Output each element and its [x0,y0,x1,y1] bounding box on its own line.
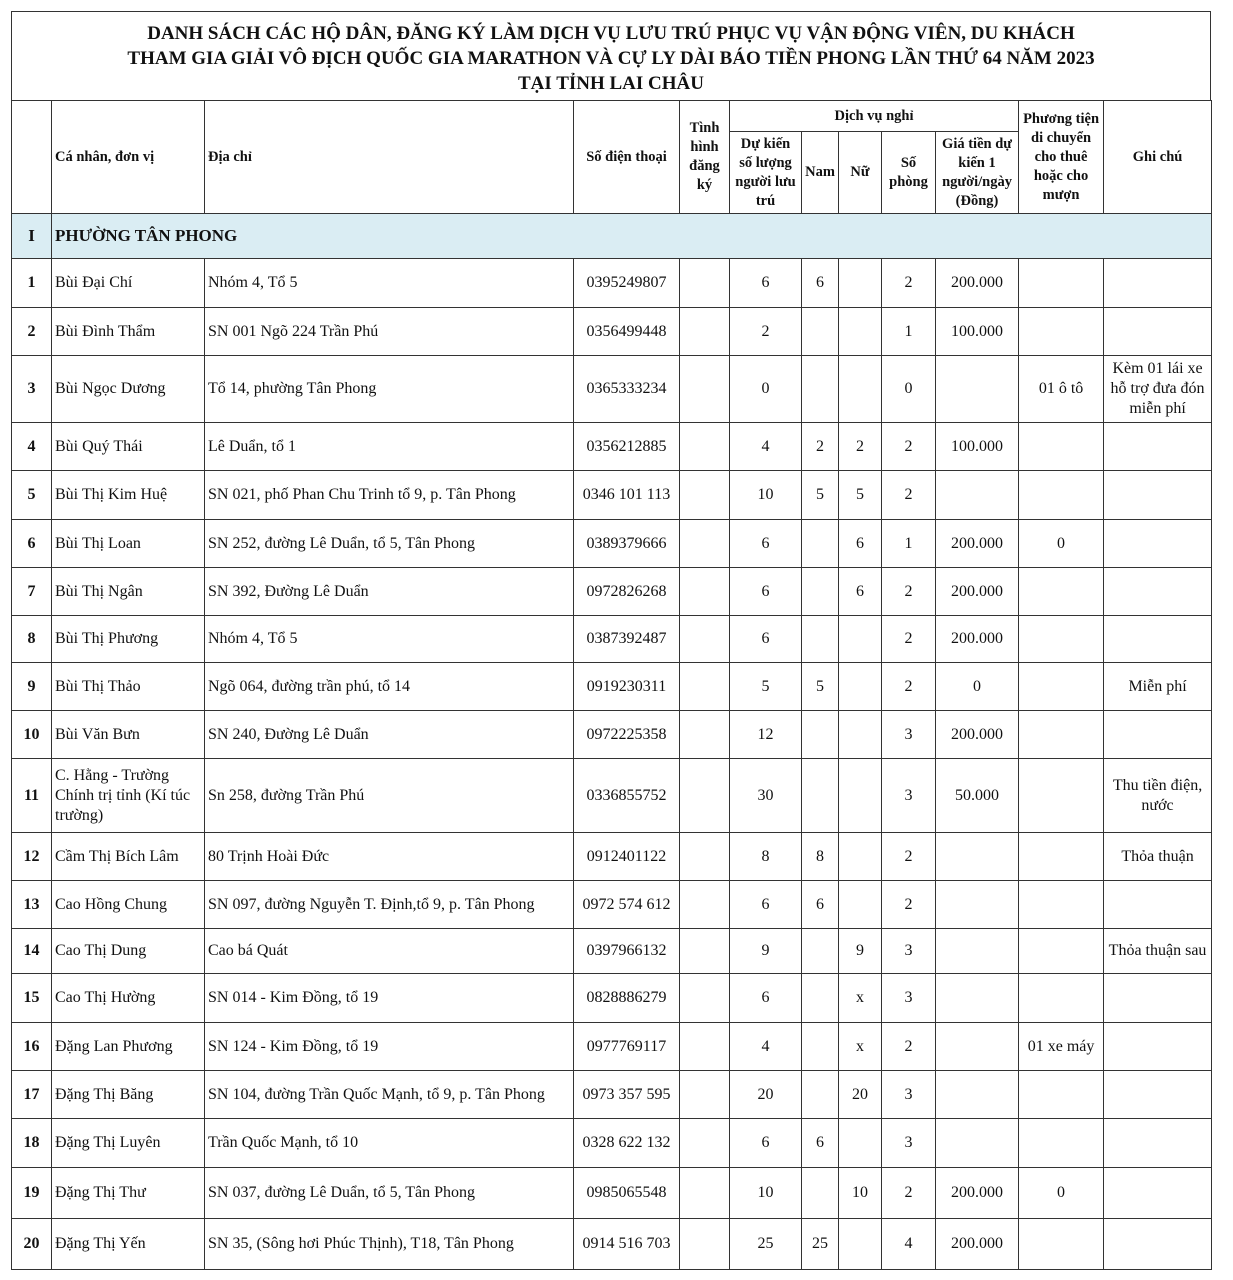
note-cell [1104,308,1212,356]
male-cell: 8 [802,833,839,881]
status-cell [680,308,730,356]
expected-cell: 10 [730,471,802,520]
document-title [11,11,1211,100]
status-header: Tình hình đăng ký [680,101,730,214]
stt-cell: 3 [12,356,52,423]
rooms-header: Số phòng [882,132,936,214]
name-cell: C. Hằng - Trường Chính trị tỉnh (Kí túc trường) [52,759,205,833]
rooms-cell: 2 [882,881,936,929]
spreadsheet [11,11,1211,1270]
male-cell [802,759,839,833]
address-cell: SN 392, Đường Lê Duẩn [205,568,574,616]
female-cell: 20 [839,1071,882,1119]
expected-cell: 0 [730,356,802,423]
rooms-cell: 1 [882,520,936,568]
status-cell [680,881,730,929]
expected-cell: 6 [730,1119,802,1168]
table-row [12,471,1212,520]
address-cell: SN 097, đường Nguyễn T. Định,tổ 9, p. Tân Phong [205,881,574,929]
rooms-cell: 2 [882,616,936,663]
address-cell: Trần Quốc Mạnh, tổ 10 [205,1119,574,1168]
note-cell [1104,974,1212,1023]
stt-cell: 7 [12,568,52,616]
title-line-3: TẠI TỈNH LAI CHÂU [518,73,704,94]
stt-cell: 5 [12,471,52,520]
transport-cell [1019,1219,1104,1270]
name-cell: Đặng Lan Phương [52,1023,205,1071]
female-cell [839,711,882,759]
price-cell: 200.000 [936,1168,1019,1219]
transport-cell [1019,259,1104,308]
stt-cell: 9 [12,663,52,711]
female-cell [839,663,882,711]
rooms-cell: 2 [882,1168,936,1219]
name-cell: Bùi Thị Kim Huệ [52,471,205,520]
status-cell [680,520,730,568]
status-cell [680,423,730,471]
price-cell: 100.000 [936,423,1019,471]
note-cell [1104,616,1212,663]
price-cell [936,929,1019,974]
price-cell [936,1071,1019,1119]
rooms-cell: 2 [882,833,936,881]
note-cell [1104,1023,1212,1071]
phone-cell: 0972 574 612 [574,881,680,929]
phone-cell: 0395249807 [574,259,680,308]
stt-cell: 20 [12,1219,52,1270]
rooms-cell: 2 [882,423,936,471]
rooms-cell: 2 [882,259,936,308]
expected-cell: 25 [730,1219,802,1270]
note-cell [1104,520,1212,568]
female-cell [839,1119,882,1168]
phone-cell: 0328 622 132 [574,1119,680,1168]
price-cell [936,1023,1019,1071]
table-row [12,663,1212,711]
male-cell: 6 [802,1119,839,1168]
transport-cell [1019,663,1104,711]
price-header: Giá tiền dự kiến 1 người/ngày (Đồng) [936,132,1019,214]
price-cell: 200.000 [936,1219,1019,1270]
price-cell [936,833,1019,881]
rooms-cell: 3 [882,974,936,1023]
expected-cell: 4 [730,1023,802,1071]
phone-cell: 0973 357 595 [574,1071,680,1119]
stt-cell: 8 [12,616,52,663]
male-cell [802,616,839,663]
name-cell: Bùi Thị Thảo [52,663,205,711]
status-cell [680,616,730,663]
male-cell [802,568,839,616]
expected-cell: 5 [730,663,802,711]
section-roman: I [12,214,52,259]
status-cell [680,1168,730,1219]
stt-cell: 12 [12,833,52,881]
table-row [12,759,1212,833]
address-cell: Sn 258, đường Trần Phú [205,759,574,833]
expected-cell: 6 [730,974,802,1023]
female-cell: x [839,1023,882,1071]
male-cell [802,356,839,423]
phone-cell: 0912401122 [574,833,680,881]
phone-cell: 0985065548 [574,1168,680,1219]
address-cell: Cao bá Quát [205,929,574,974]
female-cell [839,881,882,929]
price-cell [936,356,1019,423]
name-cell: Bùi Thị Loan [52,520,205,568]
price-cell: 200.000 [936,568,1019,616]
address-cell: SN 240, Đường Lê Duẩn [205,711,574,759]
phone-cell: 0914 516 703 [574,1219,680,1270]
address-cell: 80 Trịnh Hoài Đức [205,833,574,881]
name-cell: Bùi Văn Bưn [52,711,205,759]
table-row [12,1219,1212,1270]
name-header: Cá nhân, đơn vị [52,101,205,214]
table-row [12,568,1212,616]
transport-cell [1019,1071,1104,1119]
price-cell [936,881,1019,929]
name-cell: Cao Hồng Chung [52,881,205,929]
rooms-cell: 3 [882,759,936,833]
transport-cell [1019,423,1104,471]
note-header: Ghi chú [1104,101,1212,214]
expected-cell: 30 [730,759,802,833]
registration-table [11,100,1212,1270]
expected-cell: 2 [730,308,802,356]
price-cell: 50.000 [936,759,1019,833]
stt-cell: 14 [12,929,52,974]
transport-cell [1019,711,1104,759]
rooms-cell: 3 [882,929,936,974]
section-row [12,214,1212,259]
rooms-cell: 4 [882,1219,936,1270]
male-cell [802,1071,839,1119]
table-row [12,711,1212,759]
phone-cell: 0356499448 [574,308,680,356]
phone-cell: 0356212885 [574,423,680,471]
phone-cell: 0346 101 113 [574,471,680,520]
phone-cell: 0336855752 [574,759,680,833]
phone-cell: 0828886279 [574,974,680,1023]
male-cell: 25 [802,1219,839,1270]
transport-cell [1019,308,1104,356]
status-cell [680,259,730,308]
female-cell [839,356,882,423]
note-cell: Thu tiền điện, nước [1104,759,1212,833]
transport-cell [1019,1119,1104,1168]
table-row [12,616,1212,663]
stt-cell: 2 [12,308,52,356]
address-cell: Nhóm 4, Tổ 5 [205,616,574,663]
table-row [12,833,1212,881]
rooms-cell: 2 [882,471,936,520]
name-cell: Đặng Thị Yến [52,1219,205,1270]
note-cell [1104,423,1212,471]
female-cell: 9 [839,929,882,974]
stt-cell: 16 [12,1023,52,1071]
female-cell: 6 [839,520,882,568]
name-cell: Bùi Quý Thái [52,423,205,471]
rooms-cell: 3 [882,1119,936,1168]
transport-cell [1019,616,1104,663]
stt-cell: 1 [12,259,52,308]
female-cell: 6 [839,568,882,616]
note-cell [1104,711,1212,759]
title-line-2: THAM GIA GIẢI VÔ ĐỊCH QUỐC GIA MARATHON VÀ CỰ LY DÀI BÁO TIỀN PHONG LẦN THỨ 64 NĂM 2023 [127,48,1095,69]
male-header: Nam [802,132,839,214]
section-name: PHƯỜNG TÂN PHONG [52,214,1212,259]
price-cell [936,1119,1019,1168]
status-cell [680,1119,730,1168]
name-cell: Đặng Thị Thư [52,1168,205,1219]
note-cell [1104,568,1212,616]
address-cell: SN 35, (Sông hơi Phúc Thịnh), T18, Tân Phong [205,1219,574,1270]
phone-cell: 0365333234 [574,356,680,423]
male-cell [802,974,839,1023]
name-cell: Bùi Thị Phương [52,616,205,663]
stt-cell: 17 [12,1071,52,1119]
expected-cell: 12 [730,711,802,759]
male-cell: 6 [802,259,839,308]
table-row [12,259,1212,308]
transport-cell [1019,759,1104,833]
female-cell [839,308,882,356]
expected-cell: 6 [730,616,802,663]
table-row [12,423,1212,471]
name-cell: Cao Thị Hường [52,974,205,1023]
transport-cell [1019,881,1104,929]
stt-cell: 4 [12,423,52,471]
note-cell [1104,1071,1212,1119]
note-cell: Miễn phí [1104,663,1212,711]
phone-header: Số điện thoại [574,101,680,214]
stt-cell: 6 [12,520,52,568]
transport-header: Phương tiện di chuyển cho thuê hoặc cho mượn [1019,101,1104,214]
expected-cell: 6 [730,520,802,568]
name-cell: Đặng Thị Băng [52,1071,205,1119]
expected-cell: 10 [730,1168,802,1219]
expected-cell: 9 [730,929,802,974]
status-cell [680,759,730,833]
male-cell [802,929,839,974]
expected-cell: 6 [730,259,802,308]
stt-cell: 11 [12,759,52,833]
female-cell [839,759,882,833]
table-row [12,520,1212,568]
status-cell [680,663,730,711]
female-cell: 2 [839,423,882,471]
status-cell [680,974,730,1023]
male-cell [802,520,839,568]
female-cell: 10 [839,1168,882,1219]
phone-cell: 0977769117 [574,1023,680,1071]
status-cell [680,471,730,520]
status-cell [680,711,730,759]
expected-header: Dự kiến số lượng người lưu trú [730,132,802,214]
male-cell [802,308,839,356]
note-cell [1104,1168,1212,1219]
female-cell [839,616,882,663]
name-cell: Đặng Thị Luyên [52,1119,205,1168]
male-cell: 5 [802,663,839,711]
rooms-cell: 1 [882,308,936,356]
name-cell: Cao Thị Dung [52,929,205,974]
rooms-cell: 2 [882,663,936,711]
table-row [12,356,1212,423]
male-cell [802,711,839,759]
rooms-cell: 2 [882,568,936,616]
address-header: Địa chỉ [205,101,574,214]
table-row [12,974,1212,1023]
phone-cell: 0397966132 [574,929,680,974]
transport-cell [1019,929,1104,974]
address-cell: SN 104, đường Trần Quốc Mạnh, tổ 9, p. Tân Phong [205,1071,574,1119]
transport-cell [1019,974,1104,1023]
name-cell: Bùi Đại Chí [52,259,205,308]
male-cell: 2 [802,423,839,471]
stt-cell: 18 [12,1119,52,1168]
price-cell [936,974,1019,1023]
name-cell: Bùi Thị Ngân [52,568,205,616]
name-cell: Bùi Ngọc Dương [52,356,205,423]
male-cell: 6 [802,881,839,929]
expected-cell: 20 [730,1071,802,1119]
table-row [12,1168,1212,1219]
address-cell: SN 252, đường Lê Duẩn, tổ 5, Tân Phong [205,520,574,568]
table-row [12,1071,1212,1119]
price-cell [936,471,1019,520]
stt-cell: 19 [12,1168,52,1219]
transport-cell [1019,568,1104,616]
price-cell: 200.000 [936,259,1019,308]
note-cell [1104,881,1212,929]
transport-cell [1019,471,1104,520]
service-group-header: Dịch vụ nghỉ [730,101,1019,132]
phone-cell: 0387392487 [574,616,680,663]
transport-cell: 01 xe máy [1019,1023,1104,1071]
stt-cell: 13 [12,881,52,929]
phone-cell: 0972225358 [574,711,680,759]
status-cell [680,833,730,881]
note-cell: Thỏa thuận [1104,833,1212,881]
expected-cell: 4 [730,423,802,471]
address-cell: SN 037, đường Lê Duẩn, tổ 5, Tân Phong [205,1168,574,1219]
rooms-cell: 0 [882,356,936,423]
name-cell: Bùi Đình Thẩm [52,308,205,356]
address-cell: SN 124 - Kim Đồng, tổ 19 [205,1023,574,1071]
rooms-cell: 3 [882,1071,936,1119]
note-cell: Kèm 01 lái xe hỗ trợ đưa đón miễn phí [1104,356,1212,423]
status-cell [680,1219,730,1270]
status-cell [680,356,730,423]
female-cell [839,833,882,881]
table-row [12,1119,1212,1168]
stt-cell: 10 [12,711,52,759]
note-cell: Thỏa thuận sau [1104,929,1212,974]
female-cell: x [839,974,882,1023]
price-cell: 200.000 [936,711,1019,759]
address-cell: SN 001 Ngõ 224 Trần Phú [205,308,574,356]
transport-cell [1019,833,1104,881]
phone-cell: 0972826268 [574,568,680,616]
price-cell: 200.000 [936,616,1019,663]
status-cell [680,1071,730,1119]
address-cell: Nhóm 4, Tổ 5 [205,259,574,308]
phone-cell: 0389379666 [574,520,680,568]
transport-cell: 0 [1019,1168,1104,1219]
table-row [12,1023,1212,1071]
stt-header-cell [12,101,52,214]
rooms-cell: 3 [882,711,936,759]
price-cell: 200.000 [936,520,1019,568]
female-cell [839,259,882,308]
table-row [12,881,1212,929]
address-cell: Ngõ 064, đường trần phú, tổ 14 [205,663,574,711]
status-cell [680,929,730,974]
address-cell: SN 021, phố Phan Chu Trinh tổ 9, p. Tân Phong [205,471,574,520]
male-cell: 5 [802,471,839,520]
expected-cell: 8 [730,833,802,881]
price-cell: 100.000 [936,308,1019,356]
transport-cell: 0 [1019,520,1104,568]
rooms-cell: 2 [882,1023,936,1071]
note-cell [1104,259,1212,308]
expected-cell: 6 [730,881,802,929]
transport-cell: 01 ô tô [1019,356,1104,423]
female-header: Nữ [839,132,882,214]
address-cell: Tổ 14, phường Tân Phong [205,356,574,423]
status-cell [680,1023,730,1071]
table-row [12,308,1212,356]
table-row [12,929,1212,974]
address-cell: Lê Duẩn, tổ 1 [205,423,574,471]
female-cell: 5 [839,471,882,520]
male-cell [802,1168,839,1219]
note-cell [1104,471,1212,520]
female-cell [839,1219,882,1270]
note-cell [1104,1219,1212,1270]
note-cell [1104,1119,1212,1168]
expected-cell: 6 [730,568,802,616]
name-cell: Cầm Thị Bích Lâm [52,833,205,881]
status-cell [680,568,730,616]
title-line-1: DANH SÁCH CÁC HỘ DÂN, ĐĂNG KÝ LÀM DỊCH VỤ LƯU TRÚ PHỤC VỤ VẬN ĐỘNG VIÊN, DU KHÁCH [147,23,1075,44]
phone-cell: 0919230311 [574,663,680,711]
male-cell [802,1023,839,1071]
address-cell: SN 014 - Kim Đồng, tổ 19 [205,974,574,1023]
stt-cell: 15 [12,974,52,1023]
price-cell: 0 [936,663,1019,711]
